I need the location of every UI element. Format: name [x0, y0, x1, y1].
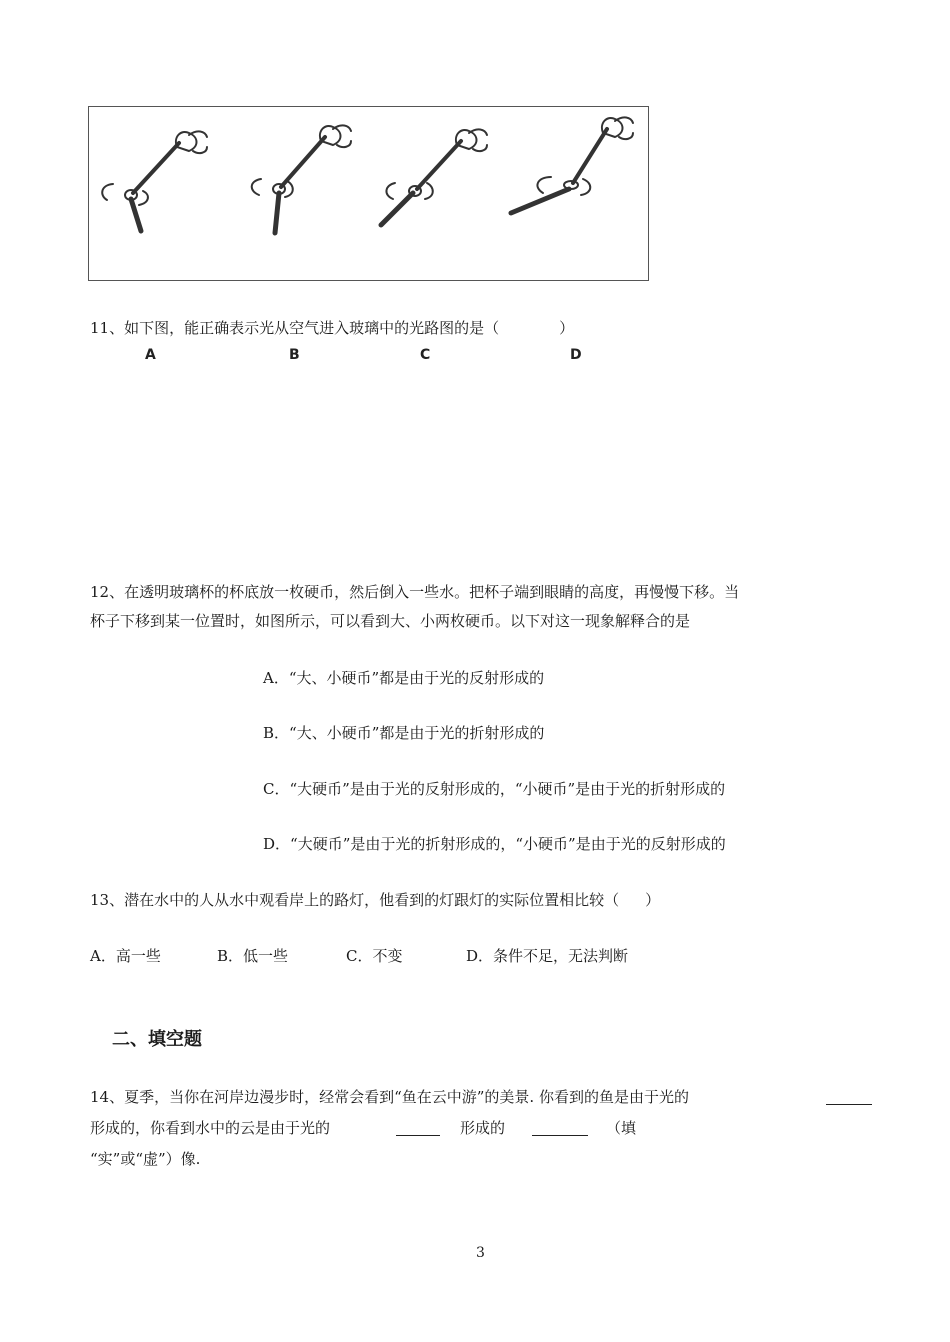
figure-c-drawing — [381, 129, 487, 225]
question-14-line-2a: 形成的，你看到水中的云是由于光的 — [90, 1119, 331, 1137]
question-14-line-3: “实”或“虚”）像. — [90, 1150, 201, 1168]
question-12-option-b: B．“大、小硬币”都是由于光的折射形成的 — [263, 724, 545, 742]
question-13-option-a: A．高一些 — [90, 947, 161, 965]
blank-2[interactable] — [396, 1121, 440, 1136]
figure-d-drawing — [511, 117, 633, 213]
question-13-text: 13、潜在水中的人从水中观看岸上的路灯，他看到的灯跟灯的实际位置相比较（ — [90, 891, 620, 909]
question-14-line-1 — [90, 1086, 689, 1107]
question-13-option-b: B．低一些 — [217, 947, 289, 965]
blank-1[interactable] — [826, 1090, 872, 1105]
figure-b-drawing — [252, 125, 351, 233]
question-12-line-2: 杯子下移到某一位置时，如图所示，可以看到大、小两枚硬币。以下对这一现象解释合的是 — [90, 612, 691, 630]
question-11-close: ） — [559, 319, 575, 337]
figure-label-d: D — [570, 347, 582, 363]
figure-label-b: B — [289, 347, 300, 363]
figure-label-c: C — [420, 347, 431, 363]
question-14-line-2 — [90, 1117, 330, 1138]
question-14-line-1-text: 14、夏季，当你在河岸边漫步时，经常会看到“鱼在云中游”的美景. 你看到的鱼是由于光的 — [90, 1088, 689, 1106]
figure-a-drawing — [102, 131, 207, 231]
question-13-option-d: D．条件不足，无法判断 — [466, 947, 629, 965]
figure-label-a: A — [145, 347, 156, 363]
question-13-close: ） — [645, 891, 661, 909]
question-11-text: 11、如下图，能正确表示光从空气进入玻璃中的光路图的是（ — [90, 319, 500, 337]
question-12-line-1: 12、在透明玻璃杯的杯底放一枚硬币，然后倒入一些水。把杯子端到眼睛的高度，再慢慢下移。当 — [90, 583, 740, 601]
page-number: 3 — [476, 1245, 485, 1261]
question-12-option-d: D．“大硬币”是由于光的折射形成的，“小硬币”是由于光的反射形成的 — [263, 835, 726, 853]
blank-3[interactable] — [532, 1121, 588, 1136]
question-13-option-c: C．不变 — [346, 947, 403, 965]
question-11 — [90, 317, 574, 338]
question-12-option-c: C．“大硬币”是由于光的反射形成的，“小硬币”是由于光的折射形成的 — [263, 780, 726, 798]
chopstick-illustration — [89, 107, 650, 282]
question-12-option-a: A．“大、小硬币”都是由于光的反射形成的 — [263, 669, 545, 687]
question-13 — [90, 889, 660, 910]
question-14-line-2c: （填 — [606, 1119, 637, 1137]
question-14-line-2b: 形成的 — [460, 1119, 506, 1137]
section-title: 二、填空题 — [112, 1029, 202, 1050]
